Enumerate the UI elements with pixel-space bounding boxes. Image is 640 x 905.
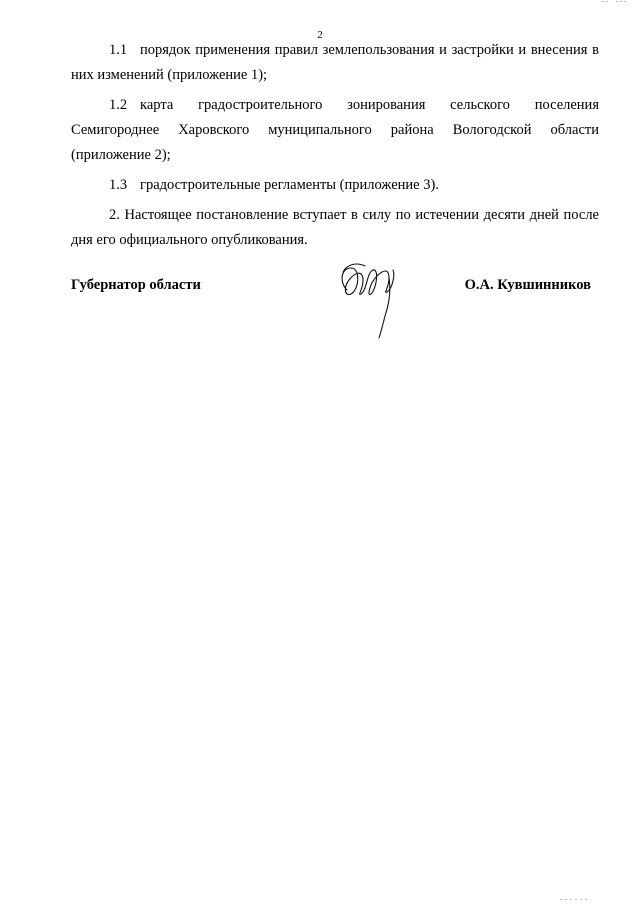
- item-number: 1.2: [109, 97, 128, 113]
- scan-artifact-bottom: [560, 898, 590, 901]
- signatory-name: О.А. Кувшинников: [464, 277, 591, 293]
- paragraph-2: 2. Настоящее постановление вступает в силу по истечении десяти дней после дня его официального опубликования.: [71, 207, 599, 248]
- item-text: карта градостроительного зонирования сельского поселения Семигороднее Харовского муниципального района Вологодской области (приложение 2);: [71, 97, 599, 163]
- document-body: [71, 38, 599, 258]
- page-number: 2: [317, 29, 323, 41]
- handwritten-signature: [337, 260, 407, 340]
- item-number: 1.3: [109, 177, 128, 193]
- scan-artifact-top: [602, 0, 628, 3]
- item-text: порядок применения правил землепользования и застройки и внесения в них изменений (приложение 1);: [71, 42, 599, 83]
- list-item-1-2: [71, 93, 599, 168]
- signature-block: [71, 274, 591, 344]
- signatory-title: Губернатор области: [71, 277, 201, 293]
- item-number: 1.1: [109, 42, 128, 58]
- item-text: градостроительные регламенты (приложение 3).: [140, 177, 439, 193]
- list-item-1-3: [71, 173, 599, 198]
- list-item-1-1: [71, 38, 599, 88]
